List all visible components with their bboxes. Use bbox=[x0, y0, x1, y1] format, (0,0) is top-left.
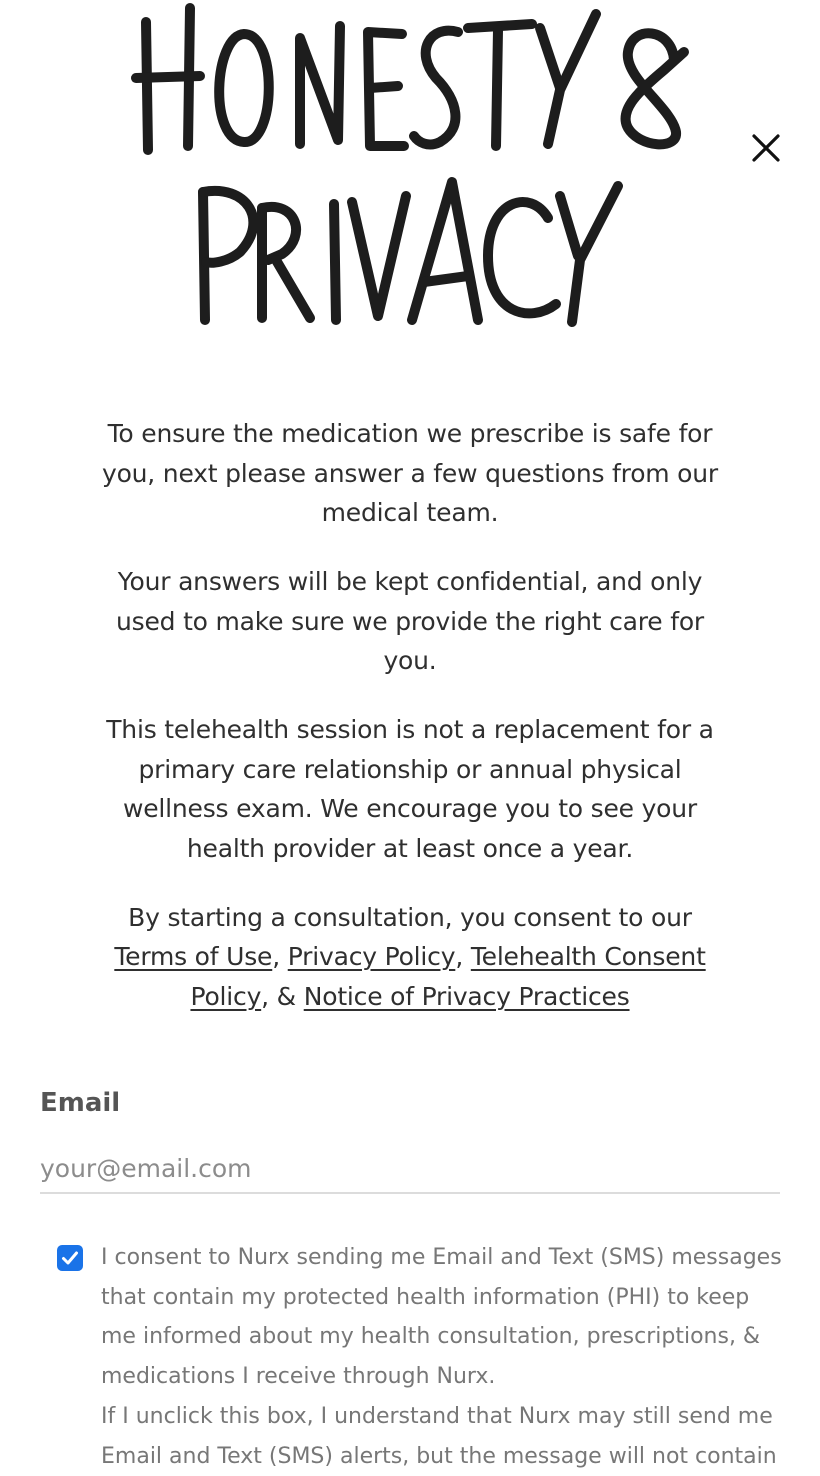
close-icon bbox=[746, 128, 786, 168]
close-button[interactable] bbox=[746, 128, 786, 168]
consent-policies-paragraph bbox=[95, 898, 725, 1017]
intro-paragraph-medication: To ensure the medication we prescribe is safe for you, next please answer a few questions from our medical team. bbox=[101, 419, 719, 527]
intro-text bbox=[95, 414, 725, 1046]
sms-consent-text bbox=[101, 1238, 791, 1476]
privacy-policy-link[interactable]: Privacy Policy bbox=[287, 942, 456, 971]
sms-consent-text-secondary: If I unclick this box, I understand that Nurx may still send me Email and Text (SMS) alerts, but the message will not contain bbox=[101, 1403, 777, 1469]
email-field[interactable] bbox=[40, 1144, 780, 1194]
hand-lettered-title bbox=[0, 0, 820, 360]
intro-paragraph-telehealth: This telehealth session is not a replacement for a primary care relationship or annual physical wellness exam. We encourage you to see your health provider at least once a year. bbox=[106, 715, 714, 863]
notice-of-privacy-practices-link[interactable]: Notice of Privacy Practices bbox=[303, 981, 630, 1011]
checkmark-icon bbox=[60, 1248, 80, 1268]
consent-prefix: By starting a consultation, you consent to our bbox=[128, 902, 692, 932]
separator: , & bbox=[261, 981, 296, 1011]
separator: , bbox=[272, 942, 280, 971]
intro-paragraph-confidential: Your answers will be kept confidential, and only used to make sure we provide the right care for you. bbox=[116, 567, 704, 675]
terms-of-use-link[interactable]: Terms of Use bbox=[114, 942, 273, 971]
sms-consent-text-primary: I consent to Nurx sending me Email and Text (SMS) messages that contain my protected health information (PHI) to keep me informed about my health consultation, prescriptions, & medications I receive through Nurx. bbox=[101, 1245, 782, 1390]
separator: , bbox=[455, 942, 464, 971]
email-label: Email bbox=[40, 1088, 121, 1118]
hero-title-artwork bbox=[0, 0, 820, 360]
sms-consent-checkbox[interactable] bbox=[57, 1245, 83, 1271]
telehealth-consent-policy-link[interactable]: Telehealth Consent Policy bbox=[190, 942, 706, 1011]
